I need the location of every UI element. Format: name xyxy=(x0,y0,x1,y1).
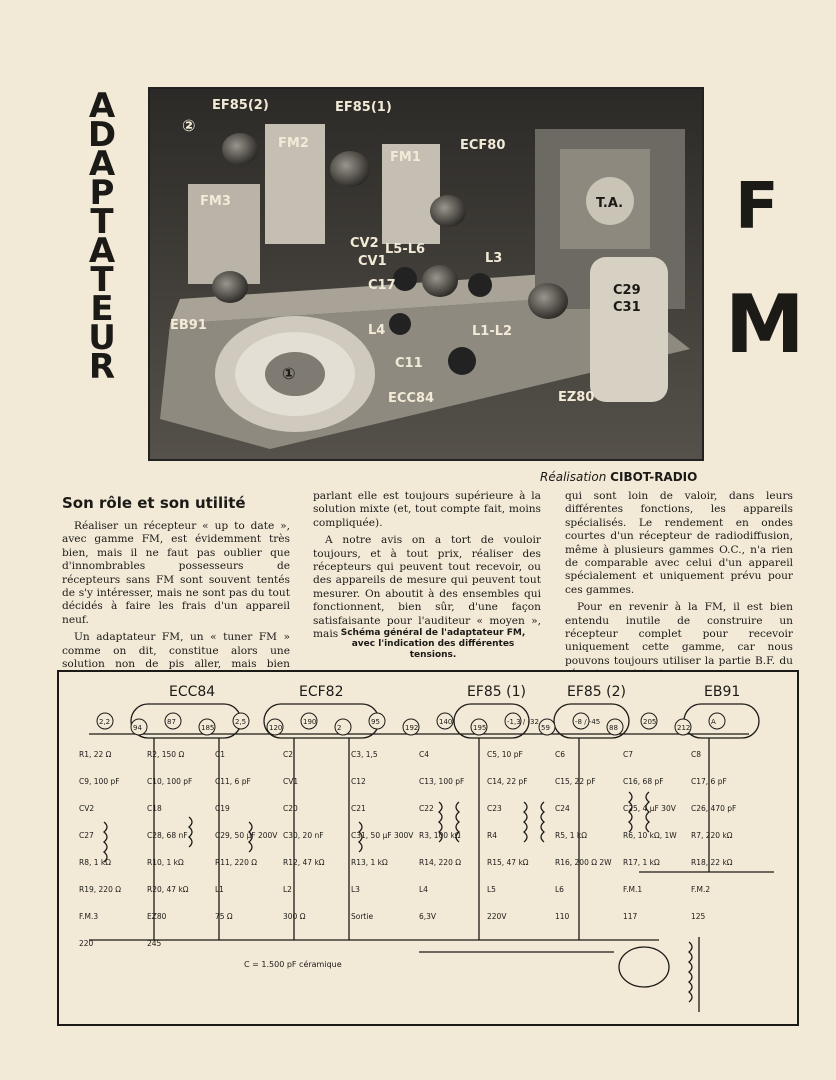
title-letter-f: F xyxy=(735,170,779,244)
schematic-component-label: C18 xyxy=(147,804,162,813)
title-letter: T xyxy=(90,202,114,242)
schematic-component-label: 110 xyxy=(555,912,570,921)
schematic-component-label: EZ80 xyxy=(147,912,167,921)
schematic-tube-label: EF85 (1) xyxy=(467,684,526,700)
schematic-component-label: R2, 150 Ω xyxy=(147,750,185,759)
section-heading: Son rôle et son utilité xyxy=(62,494,246,512)
schematic-component-label: R4 xyxy=(487,831,497,840)
voltage-label: 2,2 xyxy=(99,718,111,726)
paragraph: Pour en revenir à la FM, il est bien entendu inutile de construire un récepteur complet pour recevoir uniquement cette gamme, car nous pouvons toujours utiliser la partie B.F. du xyxy=(565,601,793,667)
schematic-component-label: 117 xyxy=(623,912,638,921)
schematic-component-label: 125 xyxy=(691,912,706,921)
voltage-label: -8 / -45 xyxy=(575,718,601,726)
photo-label-ef85-2: EF85(2) xyxy=(212,98,269,113)
voltage-label: 190 xyxy=(303,718,317,726)
schematic-component-label: C22 xyxy=(419,804,434,813)
photo-label-c11: C11 xyxy=(395,356,423,371)
photo-label-cv2: CV2 xyxy=(350,236,379,251)
photo-label-fm2: FM2 xyxy=(278,136,309,151)
title-letter: A xyxy=(88,144,116,184)
schematic-component-label: R10, 1 kΩ xyxy=(147,858,184,867)
schematic-component-label: C26, 470 pF xyxy=(691,804,737,813)
schema-caption xyxy=(318,628,548,661)
photo-label-c29: C29 xyxy=(613,283,641,298)
schematic-component-label: C13, 100 pF xyxy=(419,777,465,786)
voltage-label: 59 xyxy=(541,724,550,732)
schematic-component-label: C17, 6 pF xyxy=(691,777,727,786)
schematic-component-label: R13, 1 kΩ xyxy=(351,858,388,867)
schematic-component-label: R1, 22 Ω xyxy=(79,750,112,759)
photo-label-c17: C17 xyxy=(368,278,396,293)
schematic-component-label: R8, 1 kΩ xyxy=(79,858,111,867)
photo-label-c31: C31 xyxy=(613,300,641,315)
schema-caption-line: tensions. xyxy=(409,650,457,660)
schematic-component-label: R16, 200 Ω 2W xyxy=(555,858,612,867)
schematic-component-label: C3, 1,5 xyxy=(351,750,378,759)
schematic-component-label: C12 xyxy=(351,777,366,786)
voltage-label: 140 xyxy=(439,718,453,726)
schematic-component-label: R14, 220 Ω xyxy=(419,858,461,867)
title-letter: R xyxy=(88,347,116,387)
schematic-component-label: C24 xyxy=(555,804,570,813)
photo-label-ta: T.A. xyxy=(596,196,624,211)
voltage-label: 94 xyxy=(133,724,142,732)
schematic-component-label: C23 xyxy=(487,804,502,813)
schematic-component-label: C27 xyxy=(79,831,94,840)
schematic-tube-label: ECF82 xyxy=(299,684,344,700)
schematic-component-label: C30, 20 nF xyxy=(283,831,324,840)
title-letter: A xyxy=(88,231,116,271)
schematic-component-label: 6,3V xyxy=(419,912,437,921)
title-letter: A xyxy=(88,86,116,126)
voltage-label: 87 xyxy=(167,718,176,726)
schema-caption-line: Schéma général de l'adaptateur FM, xyxy=(340,628,526,638)
schematic-component-label: C15, 22 pF xyxy=(555,777,596,786)
schematic-component-label: C11, 6 pF xyxy=(215,777,251,786)
photo-label-ez80: EZ80 xyxy=(558,390,595,405)
schematic-component-label: R18, 22 kΩ xyxy=(691,858,733,867)
schematic-component-label: C21 xyxy=(351,804,366,813)
schematic-component-label: R19, 220 Ω xyxy=(79,885,121,894)
voltage-label: 2,5 xyxy=(235,718,247,726)
schematic-note: C = 1.500 pF céramique xyxy=(244,960,342,969)
schematic-component-label: C19 xyxy=(215,804,230,813)
voltage-label: 205 xyxy=(643,718,657,726)
photo-caption xyxy=(540,470,697,484)
schematic-component-label: C7 xyxy=(623,750,634,759)
schematic-component-label: R17, 1 kΩ xyxy=(623,858,660,867)
photo-label-fm3: FM3 xyxy=(200,194,231,209)
schematic-component-label: L4 xyxy=(419,885,428,894)
title-letter: D xyxy=(87,115,117,155)
schematic-tube-label: EB91 xyxy=(704,684,741,700)
photo-label-cv1: CV1 xyxy=(358,254,387,269)
voltage-label: 192 xyxy=(405,724,419,732)
voltage-label: 195 xyxy=(473,724,487,732)
schematic-component-label: R12, 47 kΩ xyxy=(283,858,325,867)
schematic-component-label: R11, 220 Ω xyxy=(215,858,257,867)
paragraph: qui sont loin de valoir, dans leurs différentes fonctions, les appareils spécialisés. Le rendement en ondes courtes d'un récepteur de radiodiffusion, même à plusieurs gammes O.C., n'a rien de comparable avec celui d'un appareil spécialement et uniquement prévu pour ces gammes. xyxy=(565,490,793,596)
schematic-component-label: R7, 220 kΩ xyxy=(691,831,733,840)
schematic-tube-label: EF85 (2) xyxy=(567,684,626,700)
schematic-component-label: C1 xyxy=(215,750,226,759)
schematic-component-label: C9, 100 pF xyxy=(79,777,120,786)
title-adaptateur xyxy=(82,86,122,387)
schematic-component-label: R3, 100 kΩ xyxy=(419,831,461,840)
schematic-component-label: L5 xyxy=(487,885,496,894)
photo-label-fm1: FM1 xyxy=(390,150,421,165)
paragraph: Réaliser un récepteur « up to date », avec gamme FM, est évidemment très bien, mais il ne faut pas oublier que d'innombrables possesseurs de récepteurs sans FM sont souvent tentés de s'y intéresser, mais ne sont pas du tout décidés à faire les frais d'un appareil neuf. xyxy=(62,520,290,626)
schematic-component-label: F.M.1 xyxy=(623,885,643,894)
schematic-component-label: C10, 100 pF xyxy=(147,777,193,786)
schematic-component-label: 75 Ω xyxy=(215,912,233,921)
schematic-component-label: C29, 50 µF 200V xyxy=(215,831,278,840)
voltage-label: 185 xyxy=(201,724,215,732)
schematic-component-label: C25, 4 µF 30V xyxy=(623,804,676,813)
title-letter: E xyxy=(90,289,114,329)
title-letter: P xyxy=(89,173,115,213)
voltage-label: 212 xyxy=(677,724,691,732)
photo-label-ef85-1: EF85(1) xyxy=(335,100,392,115)
voltage-label: A xyxy=(711,718,716,726)
photo-label-marker-2: ② xyxy=(182,116,196,135)
schematic-component-label: R6, 10 kΩ, 1W xyxy=(623,831,677,840)
schematic-component-label: 220V xyxy=(487,912,507,921)
schematic-component-label: 220 xyxy=(79,939,94,948)
schematic-component-label: C5, 10 pF xyxy=(487,750,523,759)
text-column-2 xyxy=(313,490,541,645)
schematic-component-label: 245 xyxy=(147,939,162,948)
title-letter: T xyxy=(90,260,114,300)
voltage-label: -1,3 / -32 xyxy=(507,718,539,726)
photo-label-eb91: EB91 xyxy=(170,318,207,333)
schematic-component-label: L1 xyxy=(215,885,224,894)
schematic-component-label: R15, 47 kΩ xyxy=(487,858,529,867)
caption-prefix: Réalisation xyxy=(540,470,607,484)
photo-label-l5-l6: L5-L6 xyxy=(385,242,426,257)
schematic-component-label: C16, 68 pF xyxy=(623,777,664,786)
schematic-component-label: F.M.3 xyxy=(79,912,99,921)
text-column-3 xyxy=(565,490,793,686)
paragraph: Un adaptateur FM, un « tuner FM » comme on dit, constitue alors une solution non de pis aller, mais bien xyxy=(62,631,290,671)
photo-label-ecf80: ECF80 xyxy=(460,138,506,153)
circuit-schematic xyxy=(57,670,799,1026)
photo-label-marker-1: ① xyxy=(282,364,296,383)
schematic-component-label: C2 xyxy=(283,750,294,759)
schematic-tube-label: ECC84 xyxy=(169,684,216,700)
schematic-component-label: CV1 xyxy=(283,777,299,786)
voltage-label: 2 xyxy=(337,724,342,732)
caption-brand: CIBOT-RADIO xyxy=(610,470,698,484)
schematic-component-label: CV2 xyxy=(79,804,95,813)
voltage-label: 95 xyxy=(371,718,380,726)
schematic-component-label: C14, 22 pF xyxy=(487,777,528,786)
schematic-component-label: C20 xyxy=(283,804,298,813)
schematic-component-label: L2 xyxy=(283,885,292,894)
schematic-component-label: R20, 47 kΩ xyxy=(147,885,189,894)
paragraph: A notre avis on a tort de vouloir toujours, et à tout prix, réaliser des récepteurs qui peuvent tout recevoir, ou des appareils de mesure qui peuvent tout mesurer. On aboutit à des ensembles qui fonctionnent, bien sûr, d'une façon satisfaisante pour l'auditeur « moyen », mais xyxy=(313,534,541,641)
schematic-component-label: L3 xyxy=(351,885,360,894)
title-letter: U xyxy=(88,318,116,358)
schematic-component-label: C6 xyxy=(555,750,566,759)
schematic-component-label: R5, 1 kΩ xyxy=(555,831,587,840)
schematic-component-label: 300 Ω xyxy=(283,912,306,921)
voltage-label: 88 xyxy=(609,724,618,732)
paragraph: parlant elle est toujours supérieure à la solution mixte (et, tout compte fait, moins compliquée). xyxy=(313,490,541,529)
title-letter-m: M xyxy=(725,278,805,371)
schema-caption-line: avec l'indication des différentes xyxy=(351,639,515,649)
voltage-label: 120 xyxy=(269,724,283,732)
photo-label-ecc84: ECC84 xyxy=(388,391,435,406)
photo-label-l3: L3 xyxy=(485,251,503,266)
schematic-component-label: L6 xyxy=(555,885,564,894)
schematic-component-label: C4 xyxy=(419,750,430,759)
chassis-photo xyxy=(148,87,704,461)
photo-label-l4: L4 xyxy=(368,323,386,338)
photo-label-l1-l2: L1-L2 xyxy=(472,324,513,339)
schematic-component-label: C31, 50 µF 300V xyxy=(351,831,414,840)
schematic-component-label: Sortie xyxy=(351,912,374,921)
schematic-component-label: C8 xyxy=(691,750,702,759)
schematic-component-label: C28, 68 nF xyxy=(147,831,188,840)
schematic-component-label: F.M.2 xyxy=(691,885,711,894)
